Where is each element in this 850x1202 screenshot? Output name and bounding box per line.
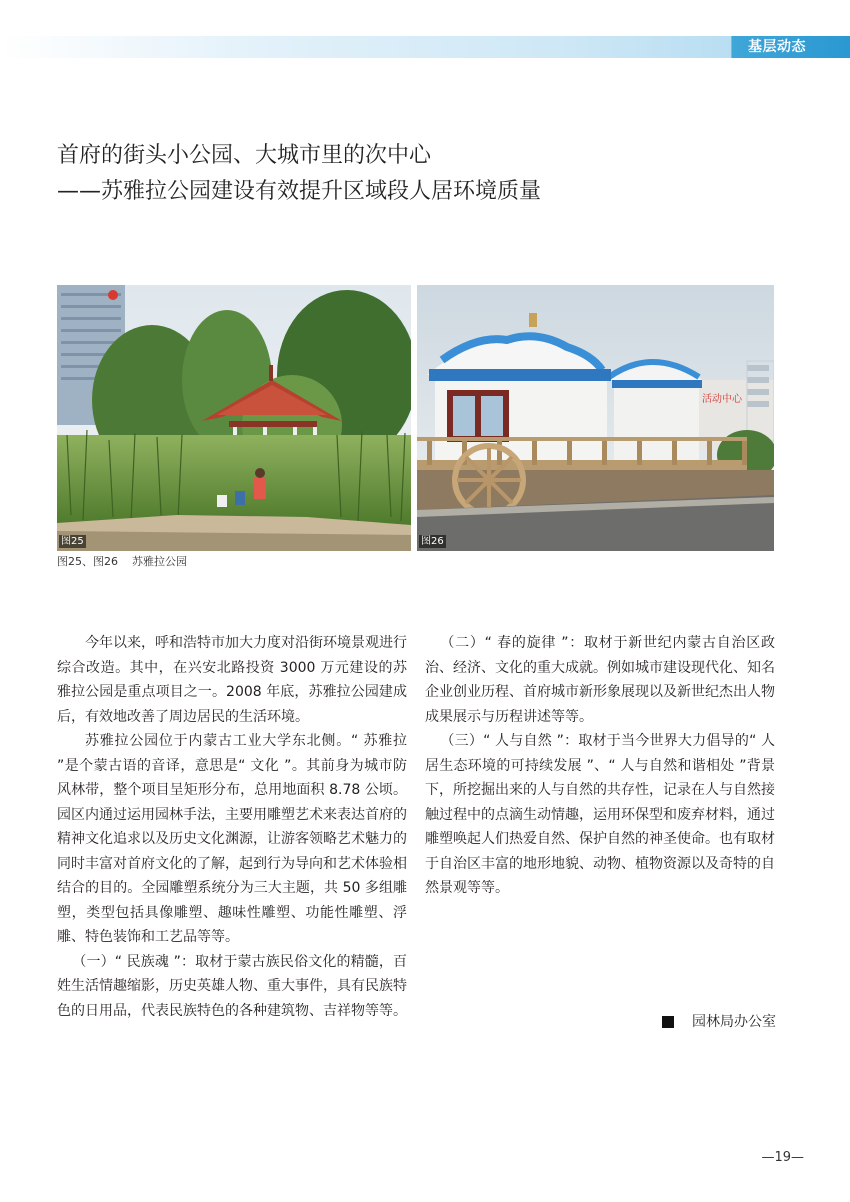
article-subtitle: ——苏雅拉公园建设有效提升区域段人居环境质量 <box>57 179 542 204</box>
body-left-column <box>57 631 407 1023</box>
caption-text: 苏雅拉公园 <box>132 555 187 568</box>
paragraph: （一）“ 民族魂 ”：取材于蒙古族民俗文化的精髓，百姓生活情趣缩影，历史英雄人物、重大事件，具有民族特色的日用品，代表民族特色的各种建筑物、吉祥物等等。 <box>57 953 407 1019</box>
author-line <box>662 1012 776 1032</box>
paragraph: 苏雅拉公园位于内蒙古工业大学东北侧。“ 苏雅拉 ”是个蒙古语的音译，意思是“ 文化 ”。其前身为城市防风林带，整个项目呈矩形分布，总用地面积 8.78 公顷。园区内通过运用园林手法，主要用雕塑艺术来表达首府的精神文化追求以及历史文化渊源，让游客领略艺术魅力的同时丰富对首府文化的了解，起到行为导向和艺术体验相结合的目的。全园雕塑系统分为三大主题，共 50 多组雕塑，类型包括具像雕塑、趣味性雕塑、功能性雕塑、浮雕、特色装饰和工艺品等等。 <box>57 733 407 945</box>
author-name: 园林局办公室 <box>692 1014 776 1030</box>
paragraph: 今年以来，呼和浩特市加大力度对沿街环境景观进行综合改造。其中，在兴安北路投资 3000 万元建设的苏雅拉公园是重点项目之一。2008 年底，苏雅拉公园建成后，有效地改善了周边居民的生活环境。 <box>57 635 407 725</box>
page-number: —19— <box>761 1150 804 1165</box>
figure-25-photo <box>57 285 411 551</box>
header-band <box>0 36 850 58</box>
paragraph: （二）“ 春的旋律 ”：取材于新世纪内蒙古自治区政治、经济、文化的重大成就。例如城市建设现代化、知名企业创业历程、首府城市新形象展现以及新世纪杰出人物成果展示与历程讲述等等。 <box>425 635 775 725</box>
sign-text: 活动中心 <box>702 394 742 405</box>
figure-26-photo <box>417 285 774 551</box>
figure-26-label: 图26 <box>421 536 444 547</box>
square-bullet-icon <box>662 1016 674 1028</box>
article-title: 首府的街头小公园、大城市里的次中心 <box>57 143 432 168</box>
paragraph: （三）“ 人与自然 ”：取材于当今世界大力倡导的“ 人居生态环境的可持续发展 ”、“ 人与自然和谐相处 ”背景下，所挖掘出来的人与自然的共存性，记录在人与自然接触过程中的点滴生动情趣，运用环保型和废弃材料，通过雕塑唤起人们热爱自然、保护自然的神圣使命。也有取材于自治区丰富的地形地貌、动物、植物资源以及奇特的自然景观等等。 <box>425 733 775 896</box>
figure-caption <box>57 555 187 569</box>
section-tag: 基层动态 <box>748 39 806 55</box>
figure-25-label: 图25 <box>61 536 84 547</box>
body-right-column <box>425 631 775 901</box>
caption-numbers: 图25、图26 <box>57 555 118 568</box>
